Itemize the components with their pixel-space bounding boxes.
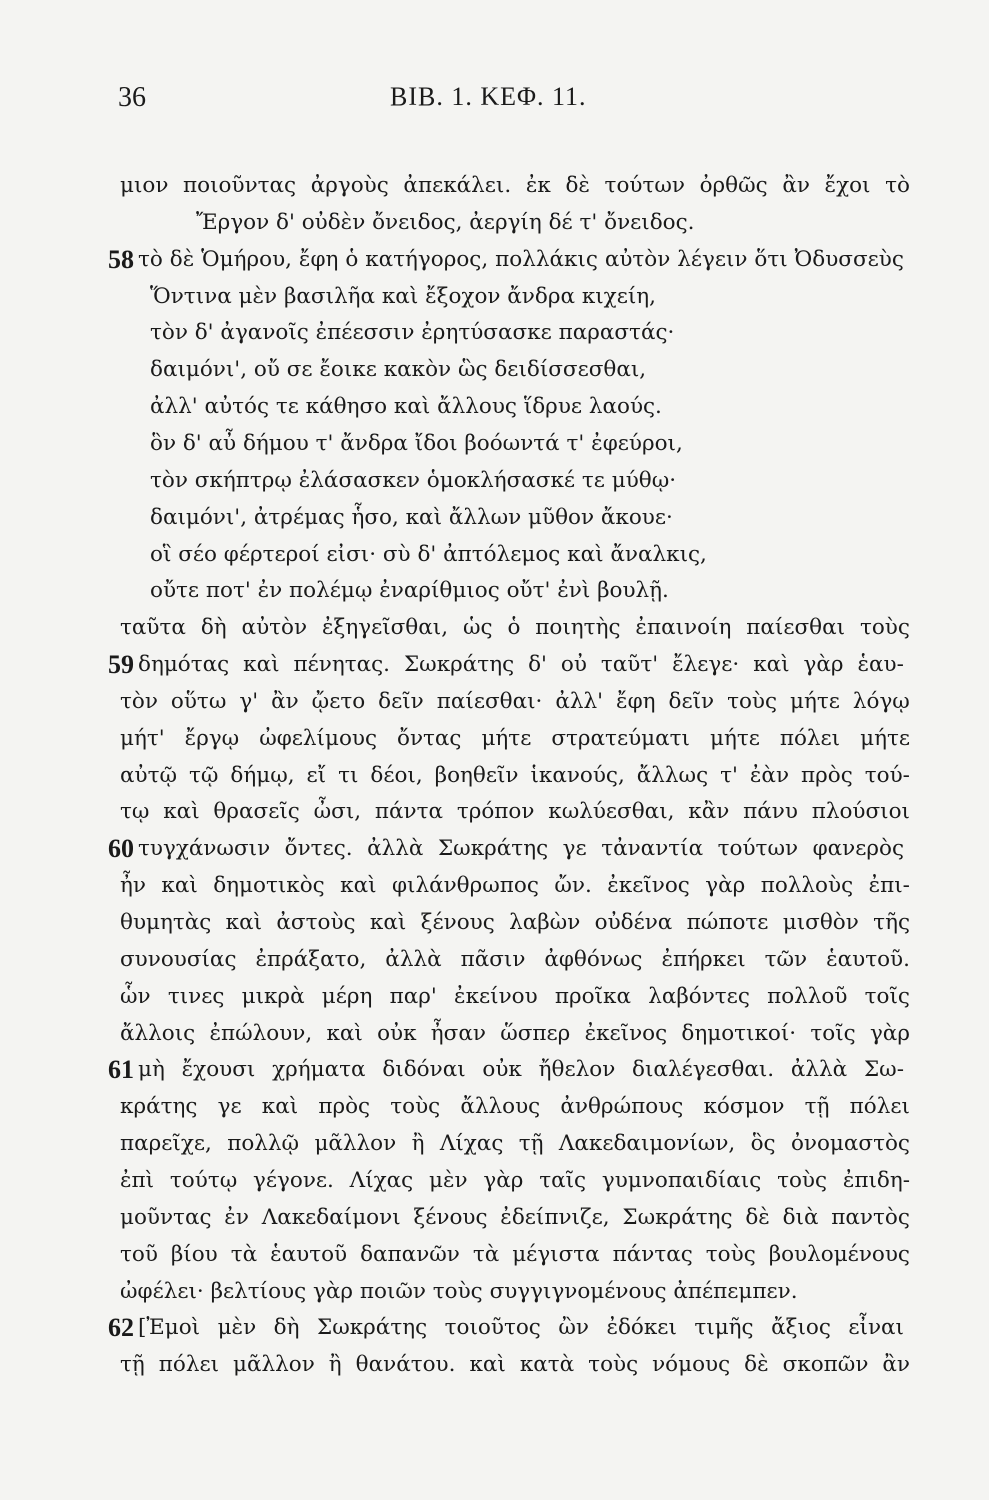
line-text: ἐπὶ τούτῳ γέγονε. Λίχας μὲν γὰρ ταῖς γυμνοπαιδίαις τοὺς ἐπιδη-: [120, 1167, 910, 1193]
verse-line: [0, 465, 989, 497]
text-line: [0, 1349, 989, 1381]
section-number: 61: [108, 1055, 134, 1085]
line-text: τοῦ βίου τὰ ἑαυτοῦ δαπανῶν τὰ μέγιστα πάντας τοὺς βουλομένους: [120, 1241, 910, 1267]
line-text: παρεῖχε, πολλῷ μᾶλλον ἢ Λίχας τῇ Λακεδαιμονίων, ὃς ὀνομαστὸς: [120, 1131, 910, 1157]
text-line: [0, 907, 989, 939]
text-line: [0, 686, 989, 718]
line-text: Ὅντινα μὲν βασιλῆα καὶ ἔξοχον ἄνδρα κιχείη,: [150, 283, 656, 309]
line-text: οἳ σέο φέρτεροί εἰσι· σὺ δ' ἀπτόλεμος καὶ ἄναλκις,: [150, 541, 707, 567]
page-number: 36: [118, 82, 146, 113]
text-line: [0, 612, 989, 644]
text-line: [0, 1202, 989, 1234]
verse-line: [0, 317, 989, 349]
line-text: δαιμόνι', ἀτρέμας ἧσο, καὶ ἄλλων μῦθον ἄκουε·: [150, 504, 673, 530]
line-text: μιον ποιοῦντας ἀργοὺς ἀπεκάλει. ἐκ δὲ τούτων ὀρθῶς ἂν ἔχοι τὸ: [120, 173, 910, 198]
line-text: ταῦτα δὴ αὐτὸν ἐξηγεῖσθαι, ὡς ὁ ποιητὴς ἐπαινοίη παίεσθαι τοὺς: [120, 615, 910, 641]
line-text: κράτης γε καὶ πρὸς τοὺς ἄλλους ἀνθρώπους κόσμον τῇ πόλει: [120, 1094, 910, 1120]
text-line: [0, 1312, 989, 1344]
line-text: δαιμόνι', οὔ σε ἔοικε κακὸν ὣς δειδίσσεσθαι,: [150, 357, 647, 383]
text-line: [0, 723, 989, 755]
line-text: μοῦντας ἐν Λακεδαίμονι ξένους ἐδείπνιζε, Σωκράτης δὲ διὰ παντὸς: [120, 1204, 910, 1230]
verse-line: [0, 354, 989, 386]
line-text: τὸν σκήπτρῳ ἐλάσασκεν ὁμοκλήσασκέ τε μύθῳ·: [150, 467, 677, 493]
verse-line: [0, 539, 989, 571]
line-text: δημότας καὶ πένητας. Σωκράτης δ' οὐ ταῦτ' ἔλεγε· καὶ γὰρ ἑαυ-: [138, 652, 904, 678]
line-text: μὴ ἔχουσι χρήματα διδόναι οὐκ ἤθελον διαλέγεσθαι. ἀλλὰ Σω-: [138, 1057, 904, 1083]
verse-line: [0, 428, 989, 460]
line-text: τῳ καὶ θρασεῖς ὦσι, πάντα τρόπον κωλύεσθαι, κἂν πάνυ πλούσιοι: [120, 799, 910, 825]
line-text: τὸν δ' ἀγανοῖς ἐπέεσσιν ἐρητύσασκε παραστάς·: [150, 320, 675, 346]
text-line: [0, 170, 989, 202]
text-line: [0, 870, 989, 902]
verse-line: [0, 502, 989, 534]
text-line: [0, 244, 989, 276]
line-text: ὃν δ' αὖ δήμου τ' ἄνδρα ἴδοι βοόωντά τ' ἐφεύροι,: [150, 430, 683, 456]
line-text: τὸ δὲ Ὁμήρου, ἔφη ὁ κατήγορος, πολλάκις αὐτὸν λέγειν ὅτι Ὀδυσσεὺς: [138, 246, 904, 272]
line-text: τῇ πόλει μᾶλλον ἢ θανάτου. καὶ κατὰ τοὺς νόμους δὲ σκοπῶν ἂν: [120, 1352, 910, 1378]
line-text: συνουσίας ἐπράξατο, ἀλλὰ πᾶσιν ἀφθόνως ἐπήρκει τῶν ἑαυτοῦ.: [120, 946, 910, 972]
text-line: [0, 649, 989, 681]
text-line: [0, 1165, 989, 1197]
running-head: ΒΙΒ. 1. ΚΕΦ. 11.: [390, 82, 587, 111]
verse-line: [0, 391, 989, 423]
line-text: Ἔργον δ' οὐδὲν ὄνειδος, ἀεργίη δέ τ' ὄνειδος.: [196, 209, 695, 235]
page-header: [118, 82, 908, 126]
text-line: [0, 944, 989, 976]
text-line: [0, 1054, 989, 1086]
text-line: [0, 1091, 989, 1123]
line-text: ἀλλ' αὐτός τε κάθησο καὶ ἄλλους ἵδρυε λαούς.: [150, 394, 662, 420]
line-text: θυμητὰς καὶ ἀστοὺς καὶ ξένους λαβὼν οὐδένα πώποτε μισθὸν τῆς: [120, 910, 910, 935]
section-number: 58: [108, 244, 134, 274]
line-text: ἄλλοις ἐπώλουν, καὶ οὐκ ἦσαν ὥσπερ ἐκεῖνος δημοτικοί· τοῖς γὰρ: [120, 1020, 910, 1046]
section-number: 60: [108, 834, 134, 864]
line-text: ὠφέλει· βελτίους γὰρ ποιῶν τοὺς συγγιγνομένους ἀπέπεμπεν.: [120, 1278, 798, 1304]
line-text: οὔτε ποτ' ἐν πολέμῳ ἐναρίθμιος οὔτ' ἐνὶ βουλῇ.: [150, 578, 669, 604]
line-text: αὐτῷ τῷ δήμῳ, εἴ τι δέοι, βοηθεῖν ἱκανούς, ἄλλως τ' ἐὰν πρὸς τού-: [120, 762, 910, 788]
text-line: [0, 1018, 989, 1050]
verse-line: [0, 575, 989, 607]
line-text: ὧν τινες μικρὰ μέρη παρ' ἐκείνου προῖκα λαβόντες πολλοῦ τοῖς: [120, 983, 910, 1009]
line-text: [Ἐμοὶ μὲν δὴ Σωκράτης τοιοῦτος ὢν ἐδόκει τιμῆς ἄξιος εἶναι: [138, 1315, 904, 1341]
text-line: [0, 1239, 989, 1271]
line-text: μήτ' ἔργῳ ὠφελίμους ὄντας μήτε στρατεύματι μήτε πόλει μήτε: [120, 725, 910, 751]
text-line: [0, 981, 989, 1013]
text-line: [0, 1128, 989, 1160]
text-line: [0, 760, 989, 792]
text-line: [0, 833, 989, 865]
verse-line: [0, 281, 989, 313]
section-number: 59: [108, 650, 134, 680]
verse-line: [0, 207, 989, 239]
line-text: τὸν οὕτω γ' ἂν ᾤετο δεῖν παίεσθαι· ἀλλ' ἔφη δεῖν τοὺς μήτε λόγῳ: [120, 688, 910, 714]
line-text: ἦν καὶ δημοτικὸς καὶ φιλάνθρωπος ὤν. ἐκεῖνος γὰρ πολλοὺς ἐπι-: [120, 873, 910, 899]
text-line: [0, 796, 989, 828]
line-text: τυγχάνωσιν ὄντες. ἀλλὰ Σωκράτης γε τἀναντία τούτων φανερὸς: [138, 836, 904, 862]
text-line: [0, 1276, 989, 1308]
section-number: 62: [108, 1313, 134, 1343]
